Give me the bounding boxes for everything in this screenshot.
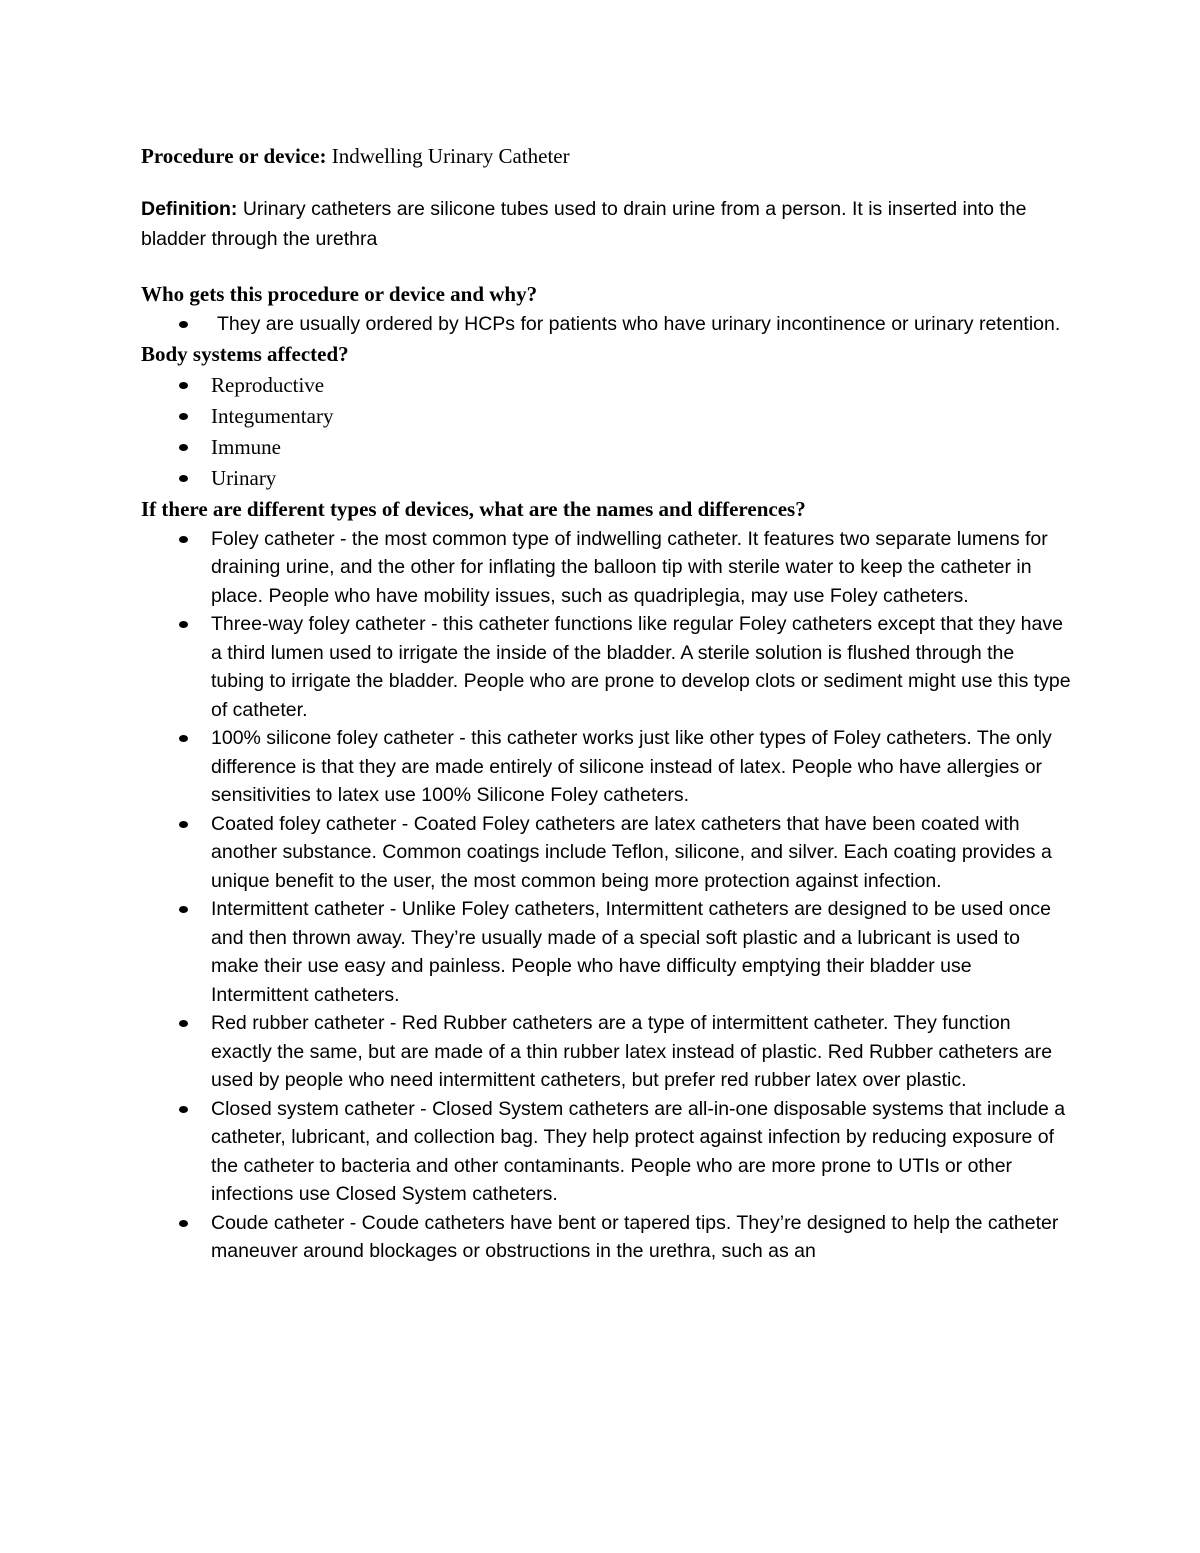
list-item-text: Intermittent catheter - Unlike Foley catheters, Intermittent catheters are designed to be used once and then thrown away. They’re usually made of a special soft plastic and a lubricant is used to make their use easy and painless. People who have difficulty emptying their bladder use Intermittent catheters. xyxy=(211,898,1052,1006)
who-heading: Who gets this procedure or device and why? xyxy=(141,282,538,306)
list-item xyxy=(141,1209,1071,1266)
bullet-icon xyxy=(179,621,188,628)
systems-list xyxy=(141,370,1071,494)
list-item xyxy=(141,895,1071,1009)
list-item xyxy=(141,370,1071,401)
bullet-icon xyxy=(179,735,188,742)
list-item-text: Coated foley catheter - Coated Foley catheters are latex catheters that have been coated with another substance. Common coatings include Teflon, silicone, and silver. Each coating provides a unique benefit to the user, the most common being more protection against infection. xyxy=(211,812,1052,892)
definition-text: Urinary catheters are silicone tubes used to drain urine from a person. It is inserted into the bladder through the urethra xyxy=(141,198,1027,250)
procedure-label: Procedure or device: xyxy=(141,144,327,168)
list-item-text: 100% silicone foley catheter - this catheter works just like other types of Foley catheters. The only difference is that they are made entirely of silicone instead of latex. People who have allergies or sensitivities to latex use 100% Silicone Foley catheters. xyxy=(211,727,1052,806)
definition-paragraph xyxy=(141,194,1071,254)
list-item-text: Urinary xyxy=(211,465,277,490)
list-item-text: Integumentary xyxy=(211,403,334,428)
bullet-icon xyxy=(179,1106,188,1113)
list-item-text: Immune xyxy=(211,434,281,459)
list-item-text: Three-way foley catheter - this catheter functions like regular Foley catheters except that they have a third lumen used to irrigate the inside of the bladder. A sterile solution is flushed through the tubing to irrigate the bladder. People who are prone to develop clots or sediment might use this type of catheter. xyxy=(211,613,1071,721)
list-item xyxy=(141,432,1071,463)
procedure-line xyxy=(141,138,1071,174)
list-item xyxy=(141,1095,1071,1209)
bullet-icon xyxy=(179,1020,188,1027)
list-item xyxy=(141,1009,1071,1095)
bullet-icon xyxy=(179,906,188,913)
bullet-icon xyxy=(179,821,188,828)
list-item xyxy=(141,610,1071,724)
list-item xyxy=(141,810,1071,896)
list-item-text: They are usually ordered by HCPs for patients who have urinary incontinence or urinary retention. xyxy=(217,313,1061,335)
list-item-text: Foley catheter - the most common type of indwelling catheter. It features two separate lumens for draining urine, and the other for inflating the balloon tip with sterile water to keep the catheter in place. People who have mobility issues, such as quadriplegia, may use Foley catheters. xyxy=(211,527,1048,607)
document-page xyxy=(141,138,1071,1266)
list-item-text: Closed system catheter - Closed System catheters are all-in-one disposable systems that include a catheter, lubricant, and collection bag. They help protect against infection by reducing exposure of the catheter to bacteria and other contaminants. People who are more prone to UTIs or other infections use Closed System catheters. xyxy=(211,1097,1066,1205)
list-item-text: Coude catheter - Coude catheters have bent or tapered tips. They’re designed to help the catheter maneuver around blockages or obstructions in the urethra, such as an xyxy=(211,1211,1059,1262)
list-item xyxy=(141,724,1071,810)
definition-label: Definition: xyxy=(141,198,238,220)
who-list xyxy=(141,310,1071,339)
bullet-icon xyxy=(179,536,188,543)
bullet-icon xyxy=(179,475,188,482)
bullet-icon xyxy=(179,1220,188,1227)
list-item xyxy=(141,310,1071,339)
types-list xyxy=(141,525,1071,1266)
bullet-icon xyxy=(179,382,188,389)
procedure-value: Indwelling Urinary Catheter xyxy=(326,144,570,168)
list-item xyxy=(141,401,1071,432)
types-heading: If there are different types of devices, what are the names and differences? xyxy=(141,496,806,521)
bullet-icon xyxy=(179,321,188,328)
list-item xyxy=(141,525,1071,611)
bullet-icon xyxy=(179,413,188,420)
systems-heading: Body systems affected? xyxy=(141,341,349,366)
bullet-icon xyxy=(179,444,188,451)
list-item-text: Reproductive xyxy=(211,372,325,397)
list-item xyxy=(141,463,1071,494)
list-item-text: Red rubber catheter - Red Rubber catheters are a type of intermittent catheter. They function exactly the same, but are made of a thin rubber latex instead of plastic. Red Rubber catheters are used by people who need intermittent catheters, but prefer red rubber latex over plastic. xyxy=(211,1012,1053,1091)
